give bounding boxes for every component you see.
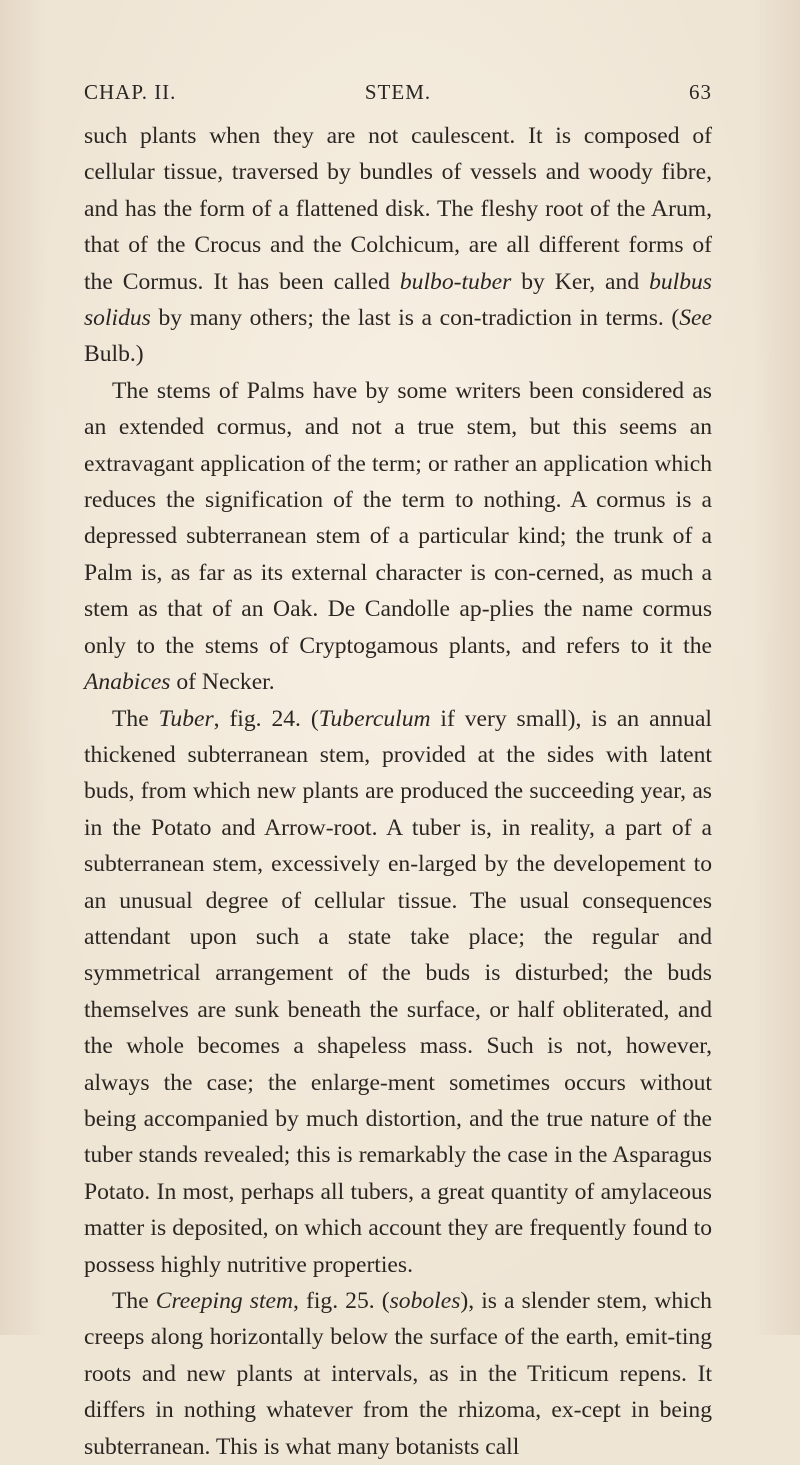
paragraph-cormus-continued: such plants when they are not caulescent. It is composed of cellular tissue, traversed by bundles of vessels and woody fibre, and has the form of a flattened disk. The fleshy root of the Arum, that of the Crocus and the Colchicum, are all different forms of the Cormus. It has been called bulbo-tuber by Ker, and bulbus solidus by many others; the last is a con-tradiction in terms. (See Bulb.) xyxy=(84,123,712,368)
section-title: STEM. xyxy=(364,80,432,104)
chapter-label: CHAP. II. xyxy=(84,80,177,104)
paragraph-tuber: The Tuber, fig. 24. (Tuberculum if very small), is an annual thickened subterranean stem, provided at the sides with latent buds, from which new plants are produced the succeeding year, as in the Potato and Arrow-root. A tuber is, in reality, a part of a subterranean stem, excessively en-larged by the developement to an unusual degree of cellular tissue. The usual consequences attendant upon such a state take place; the regular and symmetrical arrangement of the buds is disturbed; the buds themselves are sunk beneath the surface, or half obliterated, and the whole becomes a shapeless mass. Such is not, however, always the case; the enlarge-ment sometimes occurs without being accompanied by much distortion, and the true nature of the tuber stands revealed; this is remarkably the case in the Asparagus Potato. In most, perhaps all tubers, a great quantity of amylaceous matter is deposited, on which account they are frequently found to possess highly nutritive properties. xyxy=(84,705,712,1278)
body-text xyxy=(84,118,712,1465)
page-number: 63 xyxy=(689,80,712,104)
paragraph-creeping-stem: The Creeping stem, fig. 25. (soboles), is a slender stem, which creeps along horizontally below the surface of the earth, emit-ting roots and new plants at intervals, as in the Triticum repens. It differs in nothing whatever from the rhizoma, ex-cept in being subterranean. This is what many botanists call xyxy=(84,1288,712,1460)
paragraph-palms: The stems of Palms have by some writers been considered as an extended cormus, and not a true stem, but this seems an extravagant application of the term; or rather an application which reduces the signification of the term to nothing. A cormus is a depressed subterranean stem of a particular kind; the trunk of a Palm is, as far as its external character is con-cerned, as much a stem as that of an Oak. De Candolle ap-plies the name cormus only to the stems of Cryptogamous plants, and refers to it the Anabices of Necker. xyxy=(84,377,712,696)
running-header xyxy=(84,80,712,108)
